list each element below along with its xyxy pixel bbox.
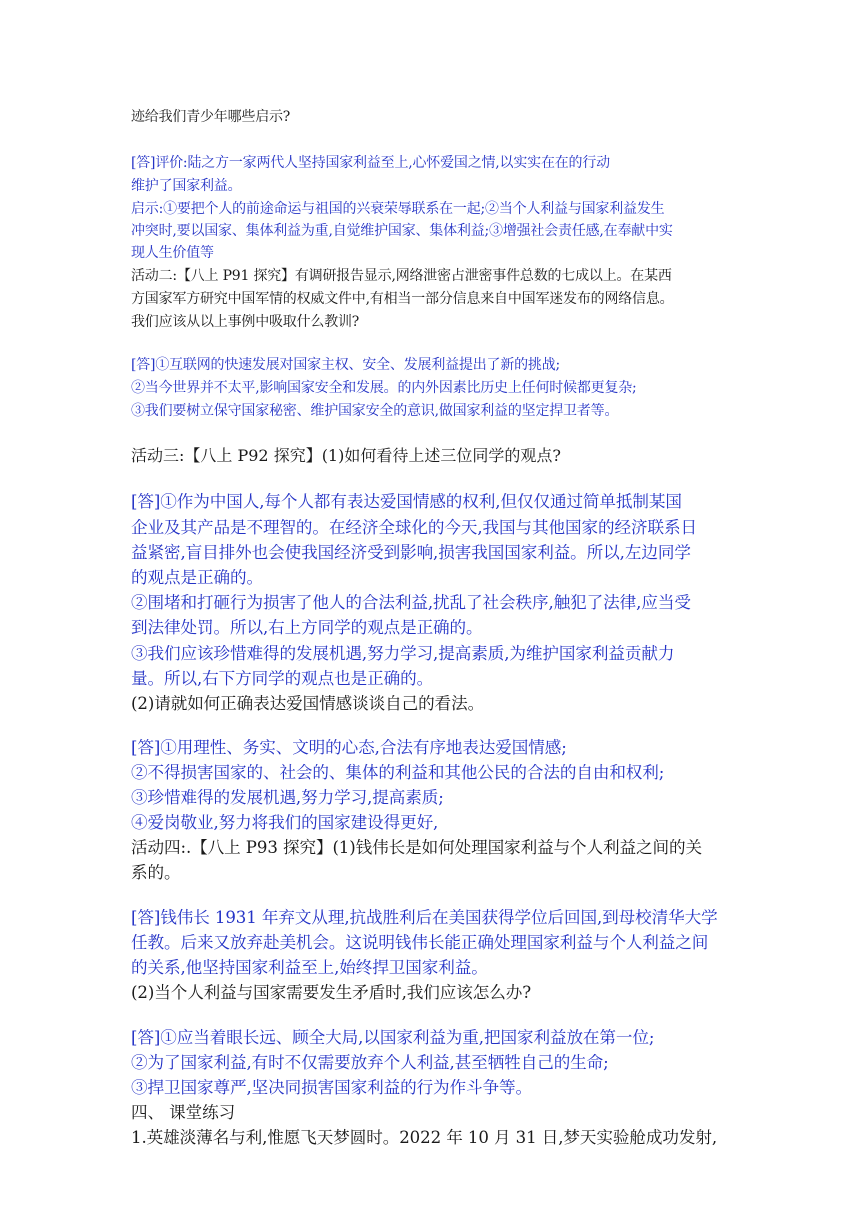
question-line: (2)当个人利益与国家需要发生矛盾时,我们应该怎么办? — [131, 983, 532, 1002]
answer-line: [答]钱伟长 1931 年弃文从理,抗战胜利后在美国获得学位后回国,到母校清华大学 — [131, 908, 718, 927]
answer-line: [答]①应当着眼长远、顾全大局,以国家利益为重,把国家利益放在第一位; — [131, 1028, 655, 1047]
section-heading: 四、 课堂练习 — [131, 1103, 236, 1122]
answer-line: 任教。后来又放弃赴美机会。这说明钱伟长能正确处理国家利益与个人利益之间 — [131, 933, 709, 952]
answer-line: 启示:①要把个人的前途命运与祖国的兴衰荣辱联系在一起;②当个人利益与国家利益发生 — [131, 201, 665, 217]
answer-line: ④爱岗敬业,努力将我们的国家建设得更好, — [131, 813, 439, 832]
answer-line: ②为了国家利益,有时不仅需要放弃个人利益,甚至牺牲自己的生命; — [131, 1053, 609, 1072]
answer-line: ②不得损害国家的、社会的、集体的利益和其他公民的合法的自由和权利; — [131, 763, 665, 782]
question-line: 活动四:.【八上 P93 探究】(1)钱伟长是如何处理国家利益与个人利益之间的关 — [131, 838, 703, 857]
exercise-line: 1.英雄淡薄名与利,惟愿飞天梦圆时。2022 年 10 月 31 日,梦天实验舱成功发射, — [131, 1128, 718, 1147]
answer-line: 的观点是正确的。 — [131, 568, 263, 587]
question-line: 我们应该从以上事例中吸取什么教训? — [131, 314, 360, 330]
question-line: 系的。 — [131, 863, 181, 882]
answer-line: 到法律处罚。所以,右上方同学的观点是正确的。 — [131, 618, 483, 637]
answer-line: 益紧密,盲目排外也会使我国经济受到影响,损害我国国家利益。所以,左边同学 — [131, 543, 691, 562]
question-line: 活动二:【八上 P91 探究】有调研报告显示,网络泄密占泄密事件总数的七成以上。在某西 — [131, 268, 672, 284]
answer-line: [答]①作为中国人,每个人都有表达爱国情感的权利,但仅仅通过简单抵制某国 — [131, 492, 682, 511]
answer-line: 量。所以,右下方同学的观点也是正确的。 — [131, 669, 434, 688]
answer-line: ③珍惜难得的发展机遇,努力学习,提高素质; — [131, 788, 444, 807]
answer-line: 企业及其产品是不理智的。在经济全球化的今天,我国与其他国家的经济联系日 — [131, 518, 697, 537]
text-line: 迹给我们青少年哪些启示? — [131, 109, 291, 125]
answer-line: 的关系,他坚持国家利益至上,始终捍卫国家利益。 — [131, 958, 488, 977]
answer-line: 现人生价值等 — [131, 245, 214, 261]
question-line: 活动三:【八上 P92 探究】(1)如何看待上述三位同学的观点? — [131, 446, 561, 465]
answer-line: ②围堵和打砸行为损害了他人的合法利益,扰乱了社会秩序,触犯了法律,应当受 — [131, 593, 691, 612]
answer-line: ③我们要树立保守国家秘密、维护国家安全的意识,做国家利益的坚定捍卫者等。 — [131, 403, 619, 419]
answer-line: 冲突时,要以国家、集体利益为重,自觉维护国家、集体利益;③增强社会责任感,在奉献中实 — [131, 223, 673, 239]
answer-line: [答]评价:陆之方一家两代人坚持国家利益至上,心怀爱国之情,以实实在在的行动 — [131, 155, 610, 171]
answer-line: ③捍卫国家尊严,坚决同损害国家利益的行为作斗争等。 — [131, 1078, 533, 1097]
answer-line: [答]①用理性、务实、文明的心态,合法有序地表达爱国情感; — [131, 738, 567, 757]
answer-line: [答]①互联网的快速发展对国家主权、安全、发展利益提出了新的挑战; — [131, 357, 561, 373]
question-line: (2)请就如何正确表达爱国情感谈谈自己的看法。 — [131, 694, 485, 713]
answer-line: ②当今世界并不太平,影响国家安全和发展。的内外因素比历史上任何时候都更复杂; — [131, 380, 637, 396]
answer-line: ③我们应该珍惜难得的发展机遇,努力学习,提高素质,为维护国家利益贡献力 — [131, 644, 675, 663]
question-line: 方国家军方研究中国军情的权威文件中,有相当一部分信息来自中国军迷发布的网络信息。 — [131, 291, 674, 307]
answer-line: 维护了国家利益。 — [131, 178, 242, 194]
